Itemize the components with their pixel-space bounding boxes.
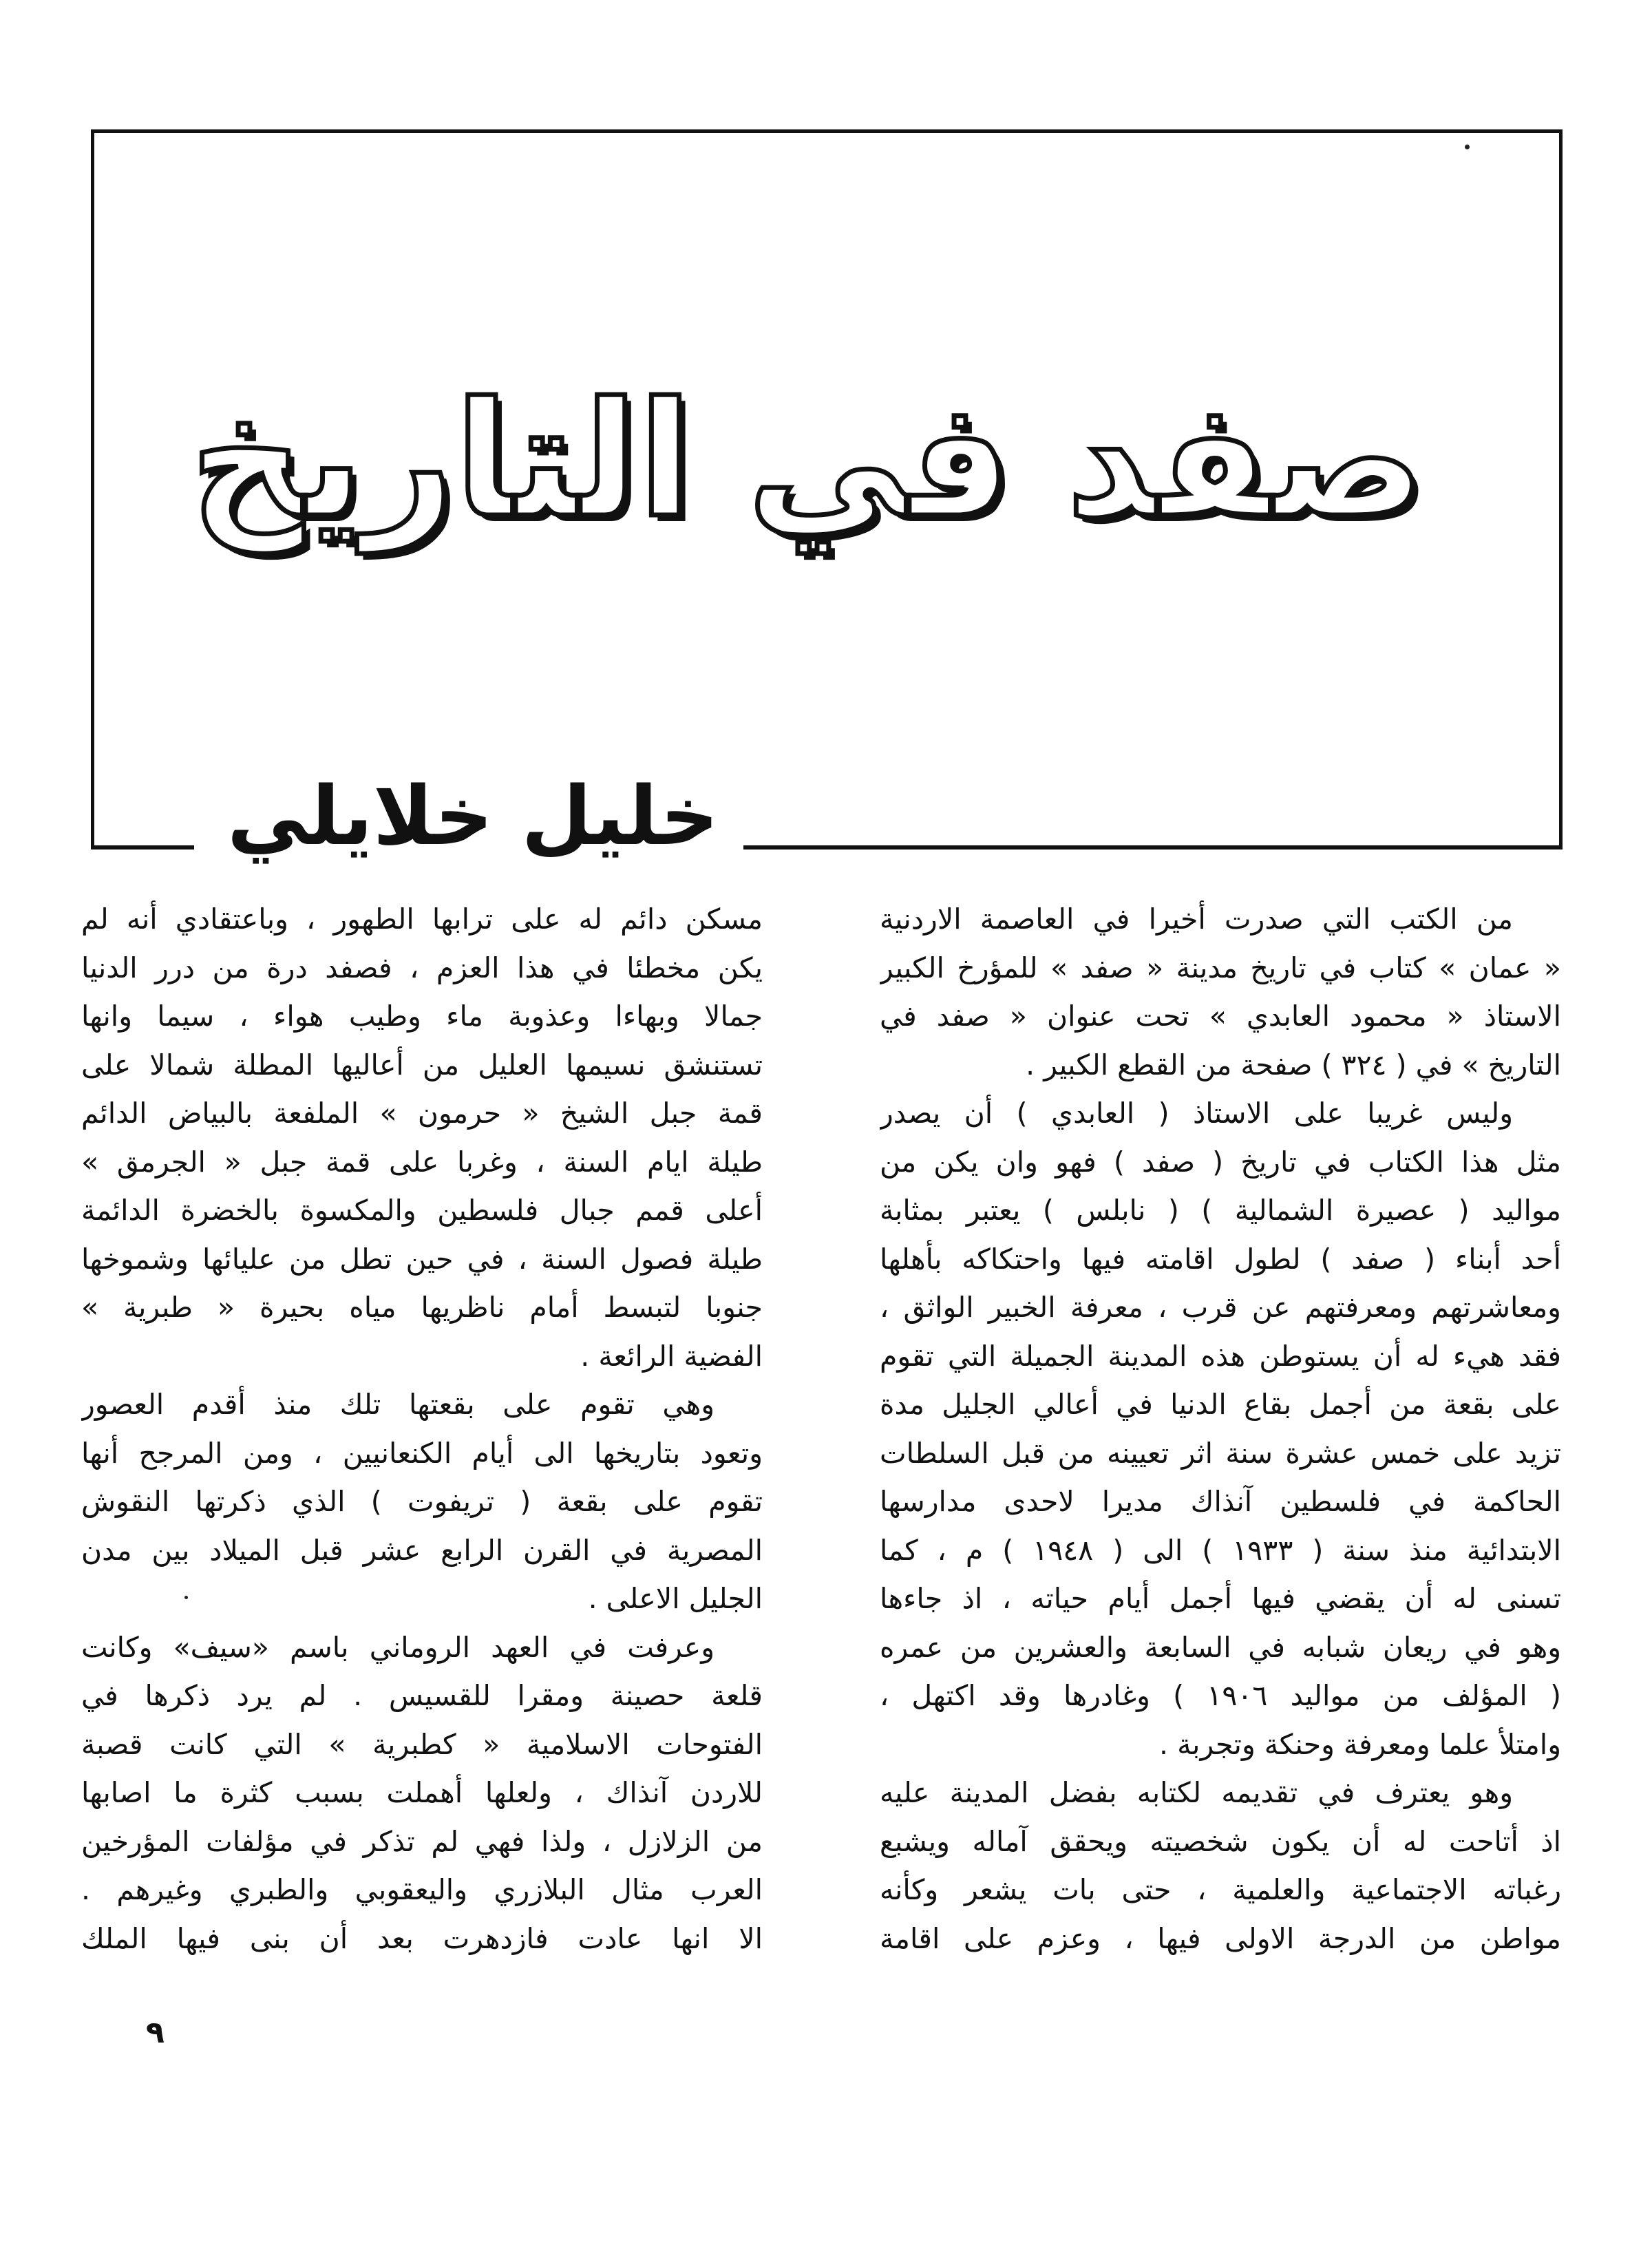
- text-line: مواطن من الدرجة الاولى فيها ، وعزم على اقامة: [880, 1921, 1561, 1955]
- author-name: خليل خلايلي: [226, 768, 719, 863]
- text-line: وهو يعترف في تقديمه لكتابه بفضل المدينة عليه: [880, 1776, 1513, 1809]
- page-number: ٩: [146, 2015, 165, 2050]
- text-line: مواليد ( عصيرة الشمالية ) ( نابلس ) يعتبر بمثابة: [880, 1194, 1561, 1227]
- text-line: الحاكمة في فلسطين آنذاك مديرا لاحدى مدارسها: [880, 1485, 1561, 1518]
- text-line: تسنى له أن يقضي فيها أجمل أيام حياته ، اذ جاءها: [880, 1582, 1561, 1615]
- text-line: الفضية الرائعة .: [580, 1339, 763, 1373]
- text-column-right: [880, 895, 1561, 1963]
- text-line: وليس غريبا على الاستاذ ( العابدي ) أن يصدر: [880, 1097, 1513, 1130]
- text-line: تزيد على خمس عشرة سنة اثر تعيينه من قبل السلطات: [880, 1436, 1561, 1470]
- text-line: جنوبا لتبسط أمام ناظريها مياه بحيرة « طبرية »: [81, 1291, 763, 1324]
- text-line: الا انها عادت فازدهرت بعد أن بنى فيها الملك: [81, 1921, 763, 1955]
- text-line: وامتلأ علما ومعرفة وحنكة وتجربة .: [1159, 1727, 1561, 1761]
- text-line: وهي تقوم على بقعتها تلك منذ أقدم العصور: [81, 1388, 714, 1421]
- text-line: من الزلازل ، ولذا فهي لم تذكر في مؤلفات المؤرخين: [81, 1824, 763, 1858]
- text-line: على بقعة من أجمل بقاع الدنيا في أعالي الجليل مدة: [880, 1388, 1561, 1421]
- text-line: تستنشق نسيمها العليل من أعاليها المطلة شمالا على: [81, 1048, 763, 1081]
- text-line: طيلة فصول السنة ، في حين تطل من عليائها وشموخها: [81, 1242, 763, 1276]
- text-line: الجليل الاعلى .: [588, 1582, 763, 1615]
- text-line: مسكن دائم له على ترابها الطهور ، وباعتقادي أنه لم: [81, 903, 763, 936]
- text-line: العرب مثال البلازري واليعقوبي والطبري وغيرهم .: [81, 1873, 763, 1906]
- article-title: صفد في التاريخ: [189, 369, 1425, 553]
- text-line: يكن مخطئا في هذا العزم ، فصفد درة من درر الدنيا: [81, 951, 763, 984]
- text-line: أحد أبناء ( صفد ) لطول اقامته فيها واحتكاكه بأهلها: [880, 1242, 1561, 1276]
- text-line: جمالا وبهاءا وعذوبة ماء وطيب هواء ، سيما وانها: [81, 1000, 763, 1033]
- text-line: وتعود بتاريخها الى أيام الكنعانيين ، ومن المرجح أنها: [81, 1436, 763, 1470]
- text-column-left: [81, 895, 763, 1963]
- byline-rule-right: [1559, 796, 1563, 850]
- byline: [91, 750, 1563, 861]
- text-line: الاستاذ « محمود العابدي » تحت عنوان « صفد في: [880, 1000, 1561, 1033]
- text-line: قلعة حصينة ومقرا للقسيس . لم يرد ذكرها في: [81, 1679, 763, 1712]
- text-line: ومعاشرتهم ومعرفتهم عن قرب ، معرفة الخبير الواثق ،: [880, 1291, 1561, 1324]
- text-line: « عمان » كتاب في تاريخ مدينة « صفد » للمؤرخ الكبير: [880, 951, 1561, 984]
- text-line: الابتدائية منذ سنة ( ١٩٣٣ ) الى ( ١٩٤٨ ) م ، كما: [880, 1533, 1561, 1567]
- byline-rule-left: [91, 845, 194, 850]
- text-line: فقد هيء له أن يستوطن هذه المدينة الجميلة التي تقوم: [880, 1339, 1561, 1373]
- text-line: التاريخ » في ( ٣٢٤ ) صفحة من القطع الكبير .: [1026, 1048, 1561, 1081]
- text-line: رغباته الاجتماعية والعلمية ، حتى بات يشعر وكأنه: [880, 1873, 1561, 1906]
- text-line: اذ أتاحت له أن يكون شخصيته ويحقق آماله ويشبع: [880, 1824, 1561, 1858]
- byline-rule-left-tick: [91, 796, 94, 850]
- text-line: تقوم على بقعة ( تريفوت ) الذي ذكرتها النقوش: [81, 1485, 763, 1518]
- text-line: ( المؤلف من مواليد ١٩٠٦ ) وغادرها وقد اكتهل ،: [880, 1679, 1561, 1712]
- text-line: مثل هذا الكتاب في تاريخ ( صفد ) فهو وان يكن من: [880, 1145, 1561, 1179]
- text-line: وهو في ريعان شبابه في السابعة والعشرين من عمره: [880, 1630, 1561, 1664]
- text-line: طيلة ايام السنة ، وغربا على قمة جبل « الجرمق »: [81, 1145, 763, 1179]
- text-line: المصرية في القرن الرابع عشر قبل الميلاد بين مدن: [81, 1533, 763, 1567]
- text-line: للاردن آنذاك ، ولعلها أهملت بسبب كثرة ما اصابها: [81, 1776, 763, 1809]
- text-line: قمة جبل الشيخ « حرمون » الملفعة بالبياض الدائم: [81, 1097, 763, 1130]
- text-line: وعرفت في العهد الروماني باسم «سيف» وكانت: [81, 1630, 714, 1664]
- byline-rule-bottom: [743, 845, 1563, 850]
- text-line: الفتوحات الاسلامية « كطبرية » التي كانت قصبة: [81, 1727, 763, 1761]
- text-line: من الكتب التي صدرت أخيرا في العاصمة الاردنية: [880, 903, 1513, 936]
- text-line: أعلى قمم جبال فلسطين والمكسوة بالخضرة الدائمة: [81, 1194, 763, 1227]
